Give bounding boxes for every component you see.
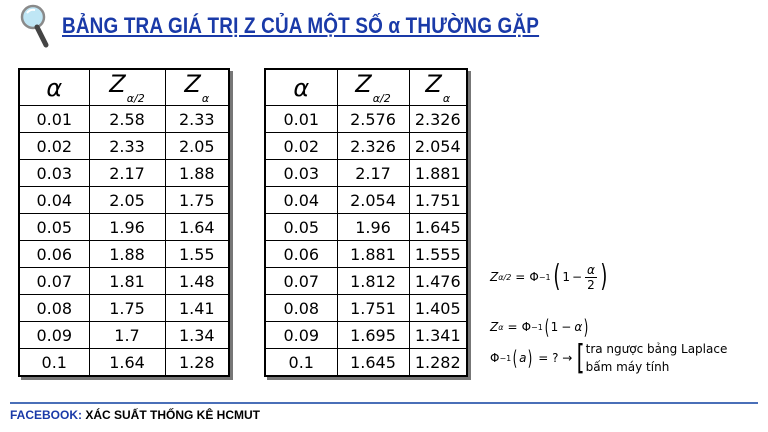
z-table-rounded: [18, 68, 230, 377]
formula-phi-inverse: Φ −1 ( a ) = ? → [ tra ngược bảng Laplace bấm máy tính: [490, 338, 728, 378]
alpha-cell: 0.1: [19, 349, 89, 377]
page-title: BẢNG TRA GIÁ TRỊ Z CỦA MỘT SỐ α THƯỜNG GẶP: [62, 13, 540, 38]
z-alpha-cell: 1.751: [409, 187, 467, 214]
z-half-cell: 1.88: [89, 241, 165, 268]
z-half-cell: 2.054: [337, 187, 409, 214]
z-half-cell: 1.751: [337, 295, 409, 322]
alpha-cell: 0.05: [265, 214, 337, 241]
z-alpha-cell: 1.75: [165, 187, 229, 214]
z-half-cell: 1.645: [337, 349, 409, 377]
z-alpha-cell: 1.555: [409, 241, 467, 268]
table-row: [19, 268, 229, 295]
z-alpha-cell: 1.476: [409, 268, 467, 295]
z-alpha-cell: 1.881: [409, 160, 467, 187]
magnifier-icon: [18, 3, 52, 49]
z-half-cell: 2.58: [89, 106, 165, 133]
alpha-cell: 0.01: [265, 106, 337, 133]
z-half-cell: 2.326: [337, 133, 409, 160]
footer: [10, 408, 260, 422]
z-half-cell: 2.05: [89, 187, 165, 214]
table-row: [19, 187, 229, 214]
alpha-cell: 0.09: [19, 322, 89, 349]
choice-calculator: bấm máy tính: [585, 360, 670, 374]
z-alpha-cell: 1.341: [409, 322, 467, 349]
z-alpha-cell: 1.55: [165, 241, 229, 268]
z-alpha-cell: 1.48: [165, 268, 229, 295]
z-alpha-cell: 1.64: [165, 214, 229, 241]
z-alpha-cell: 1.34: [165, 322, 229, 349]
z-half-cell: 1.75: [89, 295, 165, 322]
z-half-cell: 1.695: [337, 322, 409, 349]
table-row: [265, 106, 467, 133]
table-row: [19, 133, 229, 160]
alpha-cell: 0.01: [19, 106, 89, 133]
table-row: [265, 160, 467, 187]
z-half-cell: 2.17: [337, 160, 409, 187]
choice-laplace-table: tra ngược bảng Laplace: [585, 342, 728, 356]
header-z-alpha: $Z_\alpha$: [165, 69, 229, 106]
alpha-cell: 0.07: [19, 268, 89, 295]
table-row: [265, 241, 467, 268]
table-row: [265, 349, 467, 377]
z-half-cell: 2.576: [337, 106, 409, 133]
title-row: [18, 4, 617, 48]
z-alpha-cell: 1.88: [165, 160, 229, 187]
table-row: [19, 106, 229, 133]
table-row: [265, 187, 467, 214]
z-half-cell: 1.96: [337, 214, 409, 241]
z-half-cell: 1.812: [337, 268, 409, 295]
table-row: [265, 214, 467, 241]
z-alpha-cell: 1.41: [165, 295, 229, 322]
table-row: [19, 241, 229, 268]
alpha-cell: 0.08: [265, 295, 337, 322]
header-z-half: $Z_{\alpha/2}$: [89, 69, 165, 106]
z-half-cell: 1.81: [89, 268, 165, 295]
alpha-cell: 0.06: [265, 241, 337, 268]
z-half-cell: 1.7: [89, 322, 165, 349]
alpha-cell: 0.07: [265, 268, 337, 295]
table-row: [19, 214, 229, 241]
z-alpha-cell: 2.054: [409, 133, 467, 160]
alpha-cell: 0.09: [265, 322, 337, 349]
alpha-cell: 0.02: [19, 133, 89, 160]
alpha-cell: 0.05: [19, 214, 89, 241]
alpha-cell: 0.04: [265, 187, 337, 214]
table-row: [265, 268, 467, 295]
header-z-half: $Z_{\alpha/2}$: [337, 69, 409, 106]
table-row: [19, 295, 229, 322]
alpha-cell: 0.08: [19, 295, 89, 322]
z-alpha-cell: 1.28: [165, 349, 229, 377]
formula-z-half: Z α/2 = Φ −1 ( 1 − $\frac{\alpha}{2}$ ): [490, 259, 608, 294]
z-alpha-cell: 2.05: [165, 133, 229, 160]
formula-z-alpha: Z α = Φ −1 ( 1 − α ): [490, 315, 589, 339]
footer-text: XÁC SUẤT THỐNG KÊ HCMUT: [82, 408, 260, 422]
alpha-cell: 0.1: [265, 349, 337, 377]
header-alpha: α: [265, 69, 337, 106]
table-row: [19, 349, 229, 377]
table-row: [265, 322, 467, 349]
header-alpha: α: [19, 69, 89, 106]
alpha-cell: 0.02: [265, 133, 337, 160]
z-alpha-cell: 1.282: [409, 349, 467, 377]
alpha-cell: 0.04: [19, 187, 89, 214]
alpha-cell: 0.03: [265, 160, 337, 187]
z-alpha-cell: 2.33: [165, 106, 229, 133]
z-alpha-cell: 1.405: [409, 295, 467, 322]
table-row: [265, 295, 467, 322]
z-table-precise: [264, 68, 468, 377]
table-row: [19, 160, 229, 187]
table-row: [265, 133, 467, 160]
footer-label: FACEBOOK:: [10, 408, 82, 422]
alpha-cell: 0.03: [19, 160, 89, 187]
z-half-cell: 1.64: [89, 349, 165, 377]
alpha-cell: 0.06: [19, 241, 89, 268]
z-half-cell: 2.17: [89, 160, 165, 187]
footer-divider: [10, 402, 758, 404]
z-alpha-cell: 1.645: [409, 214, 467, 241]
z-half-cell: 1.96: [89, 214, 165, 241]
z-alpha-cell: 2.326: [409, 106, 467, 133]
z-half-cell: 2.33: [89, 133, 165, 160]
table-row: [19, 322, 229, 349]
z-half-cell: 1.881: [337, 241, 409, 268]
header-z-alpha: $Z_\alpha$: [409, 69, 467, 106]
